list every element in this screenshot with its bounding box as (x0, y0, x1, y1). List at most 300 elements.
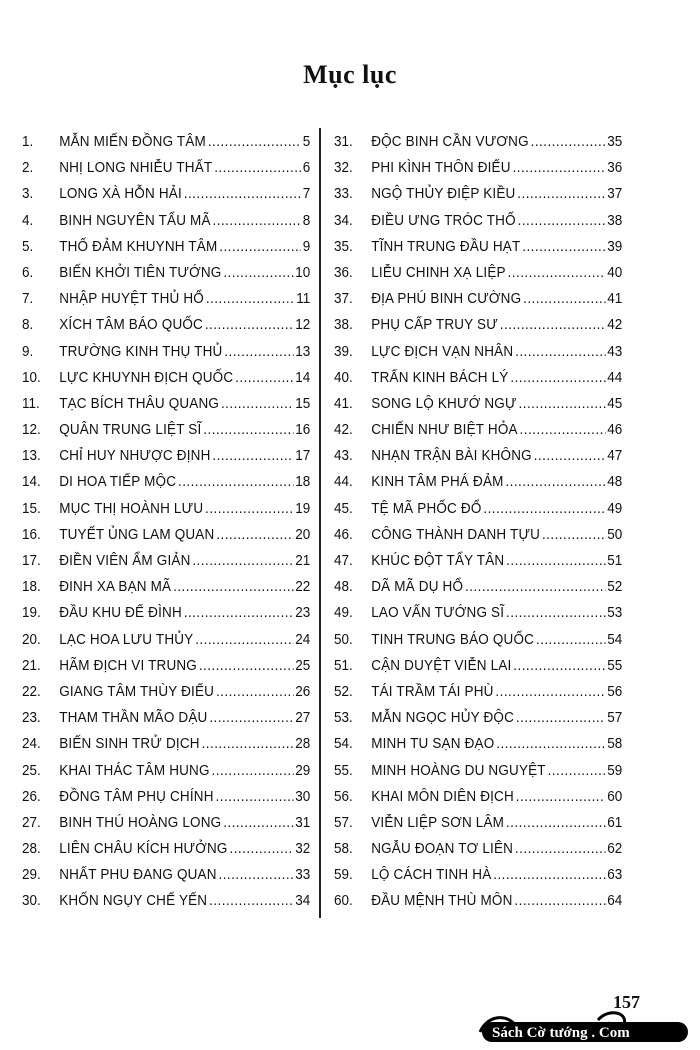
toc-entry-number: 45. (334, 500, 353, 517)
toc-entry-page: 53 (607, 605, 623, 622)
toc-entry-number: 49. (334, 605, 353, 622)
toc-entry-number: 8. (22, 317, 34, 334)
toc-entry (22, 893, 310, 919)
toc-entry-page: 55 (607, 657, 623, 674)
toc-entry (22, 265, 310, 291)
toc-entry-page: 34 (295, 893, 311, 910)
toc-leader-dots (216, 684, 293, 700)
toc-entry-title: ĐỊA PHÚ BINH CƯỜNG (371, 291, 522, 308)
toc-entry-title: SONG LỘ KHƯỚ NGỰ (371, 395, 517, 412)
toc-leader-dots (517, 186, 605, 202)
toc-entry-page: 44 (607, 369, 623, 386)
toc-entry-number: 15. (22, 500, 41, 517)
toc-entry-number: 52. (334, 683, 353, 700)
toc-entry-title: NGỘ THỦY ĐIỆP KIỀU (371, 186, 516, 203)
toc-entry-title: DI HOA TIẾP MỘC (59, 474, 177, 491)
toc-entry-title: TRƯỜNG KINH THỤ THỦ (59, 343, 223, 360)
toc-leader-dots (209, 710, 293, 726)
toc-entry-page: 60 (607, 788, 623, 805)
toc-entry-number: 37. (334, 291, 353, 308)
toc-right-column (334, 134, 622, 920)
toc-entry (22, 186, 310, 212)
toc-leader-dots (224, 344, 293, 360)
toc-leader-dots (508, 265, 606, 281)
toc-entry-title: TẠC BÍCH THÂU QUANG (59, 395, 220, 412)
toc-entry-number: 55. (334, 762, 353, 779)
toc-entry (334, 789, 622, 815)
toc-entry-page: 57 (607, 710, 623, 727)
svg-text:Sách Cờ tướng . Com: Sách Cờ tướng . Com (492, 1025, 630, 1041)
toc-entry (22, 553, 310, 579)
toc-entry-title: HÃM ĐỊCH VI TRUNG (59, 657, 197, 674)
toc-entry-page: 56 (607, 683, 623, 700)
toc-leader-dots (465, 579, 605, 595)
toc-leader-dots (178, 474, 293, 490)
toc-leader-dots (209, 893, 293, 909)
toc-leader-dots (519, 396, 606, 412)
toc-entry-number: 48. (334, 579, 353, 596)
toc-entry-number: 1. (22, 134, 34, 150)
toc-entry-number: 59. (334, 867, 353, 884)
toc-entry (334, 186, 622, 212)
toc-entry-page: 54 (607, 631, 623, 648)
toc-leader-dots (513, 658, 605, 674)
toc-entry-page: 41 (607, 291, 623, 308)
toc-leader-dots (213, 213, 301, 229)
toc-entry-page: 30 (295, 788, 311, 805)
toc-entry-number: 41. (334, 395, 353, 412)
toc-entry-page: 29 (295, 762, 311, 779)
toc-leader-dots (506, 605, 605, 621)
toc-entry-page: 63 (607, 867, 623, 884)
toc-entry-page: 17 (295, 448, 311, 465)
toc-entry-title: ĐỘC BINH CẦN VƯƠNG (371, 134, 529, 150)
toc-entry-title: GIANG TÂM THÙY ĐIẾU (59, 683, 215, 700)
toc-leader-dots (215, 789, 293, 805)
toc-leader-dots (184, 186, 301, 202)
toc-entry-page: 15 (295, 395, 311, 412)
toc-entry-page: 61 (607, 814, 623, 831)
toc-entry-title: LONG XÀ HỖN HẢI (59, 186, 182, 203)
toc-leader-dots (205, 317, 294, 333)
toc-entry-title: TÁI TRẦM TÁI PHÙ (371, 683, 494, 700)
toc-leader-dots (212, 763, 294, 779)
toc-entry-page: 36 (607, 160, 623, 177)
toc-entry-number: 50. (334, 631, 353, 648)
toc-entry-number: 36. (334, 264, 353, 281)
toc-entry-number: 22. (22, 683, 41, 700)
site-logo (478, 1010, 693, 1044)
toc-entry-page: 58 (607, 736, 623, 753)
toc-entry-page: 49 (607, 500, 623, 517)
toc-entry-title: KHÚC ĐỘT TẨY TÂN (371, 553, 505, 569)
toc-entry (22, 291, 310, 317)
toc-entry-number: 12. (22, 422, 41, 439)
toc-leader-dots (522, 239, 605, 255)
toc-entry-page: 21 (295, 553, 311, 569)
toc-entry-title: ĐIỀU ƯNG TRÓC THỐ (371, 212, 516, 229)
toc-entry-title: MẪN NGỌC HỦY ĐỘC (371, 710, 515, 727)
toc-leader-dots (221, 396, 293, 412)
toc-entry-number: 6. (22, 264, 34, 281)
toc-leader-dots (548, 763, 606, 779)
toc-entry (334, 239, 622, 265)
toc-entry-title: NHẤT PHU ĐANG QUAN (59, 867, 217, 884)
toc-entry-title: CÔNG THÀNH DANH TỰU (371, 526, 541, 543)
toc-entry-title: LIỄU CHINH XẠ LIỆP (371, 264, 506, 281)
toc-entry (334, 160, 622, 186)
toc-entry-number: 3. (22, 186, 34, 203)
toc-entry-title: LAO VẤN TƯỚNG SĨ (371, 605, 505, 622)
toc-entry-page: 32 (295, 841, 311, 858)
toc-leader-dots (184, 605, 294, 621)
toc-leader-dots (212, 448, 293, 464)
toc-entry-title: CHỈ HUY NHƯỢC ĐỊNH (59, 448, 211, 465)
toc-entry (334, 344, 622, 370)
toc-entry-number: 27. (22, 814, 41, 831)
toc-leader-dots (214, 160, 301, 176)
toc-entry-number: 20. (22, 631, 41, 648)
toc-entry-number: 24. (22, 736, 41, 753)
toc-entry-title: ĐINH XA BẠN MÃ (59, 579, 172, 596)
toc-entry (334, 710, 622, 736)
toc-entry (334, 579, 622, 605)
toc-entry (22, 396, 310, 422)
toc-entry-number: 25. (22, 762, 41, 779)
toc-entry-title: CHIẾN NHƯ BIỆT HỎA (371, 422, 518, 439)
toc-entry-page: 11 (296, 291, 311, 308)
toc-entry (22, 632, 310, 658)
toc-entry-page: 35 (607, 134, 623, 150)
toc-entry-page: 37 (607, 186, 623, 203)
toc-entry-number: 54. (334, 736, 353, 753)
toc-entry-page: 19 (295, 500, 311, 517)
toc-leader-dots (516, 789, 606, 805)
toc-entry-title: TUYẾT ỦNG LAM QUAN (59, 526, 215, 543)
toc-entry-title: LIÊN CHÂU KÍCH HƯỞNG (59, 841, 228, 858)
toc-entry-page: 6 (302, 160, 311, 177)
toc-leader-dots (216, 527, 293, 543)
toc-entry-page: 33 (295, 867, 311, 884)
toc-entry-number: 39. (334, 343, 353, 360)
toc-leader-dots (514, 893, 605, 909)
toc-entry-title: MINH HOÀNG DU NGUYỆT (371, 762, 546, 779)
toc-entry-page: 25 (295, 657, 311, 674)
toc-entry (334, 841, 622, 867)
toc-entry-page: 24 (295, 631, 311, 648)
toc-entry-number: 33. (334, 186, 353, 203)
page-title: Mục lục (303, 60, 397, 89)
toc-entry-title: TỆ MÃ PHỐC ĐỔ (371, 500, 482, 517)
toc-entry-page: 27 (295, 710, 311, 727)
toc-leader-dots (515, 344, 605, 360)
toc-leader-dots (495, 684, 605, 700)
toc-entry-title: NGẪU ĐOẠN TƠ LIÊN (371, 841, 514, 858)
toc-entry-page: 50 (607, 526, 623, 543)
toc-entry-title: MINH TU SẠN ĐẠO (371, 736, 495, 753)
toc-entry-title: VIỄN LIỆP SƠN LÂM (371, 814, 505, 831)
toc-leader-dots (500, 317, 606, 333)
toc-entry-page: 20 (295, 526, 311, 543)
toc-entry (334, 553, 622, 579)
toc-entry-title: KINH TÂM PHÁ ĐẢM (371, 474, 504, 491)
toc-entry-page: 39 (607, 238, 623, 255)
toc-entry-number: 29. (22, 867, 41, 884)
toc-entry (22, 710, 310, 736)
toc-entry-number: 17. (22, 553, 41, 569)
toc-leader-dots (208, 134, 301, 150)
toc-entry-number: 4. (22, 212, 34, 229)
toc-entry-title: MẪN MIẾN ĐỒNG TÂM (59, 134, 206, 150)
toc-entry-title: ĐỒNG TÂM PHỤ CHÍNH (59, 788, 214, 805)
toc-entry-title: ĐẦU MỆNH THÙ MÔN (371, 893, 513, 910)
toc-entry-number: 40. (334, 369, 353, 386)
toc-entry (334, 501, 622, 527)
toc-entry-title: MỤC THỊ HOÀNH LƯU (59, 500, 204, 517)
toc-entry-title: BINH THÚ HOÀNG LONG (59, 814, 222, 831)
toc-entry-title: BIẾN KHỞI TIÊN TƯỚNG (59, 264, 222, 281)
toc-entry-title: KHAI THÁC TÂM HUNG (59, 762, 210, 779)
toc-entry-page: 46 (607, 422, 623, 439)
toc-entry (334, 736, 622, 762)
toc-leader-dots (192, 553, 293, 569)
toc-leader-dots (229, 841, 293, 857)
toc-entry-number: 46. (334, 526, 353, 543)
toc-entry-number: 43. (334, 448, 353, 465)
toc-entry-title: TINH TRUNG BÁO QUỐC (371, 631, 535, 648)
toc-entry-title: NHỊ LONG NHIỄU THẤT (59, 160, 213, 177)
toc-entry (22, 789, 310, 815)
toc-entry-title: QUÂN TRUNG LIỆT SĨ (59, 422, 202, 439)
toc-entry-page: 5 (302, 134, 311, 150)
toc-leader-dots (203, 422, 293, 438)
toc-entry-number: 32. (334, 160, 353, 177)
toc-entry (22, 160, 310, 186)
toc-leader-dots (223, 265, 293, 281)
toc-leader-dots (483, 501, 605, 517)
toc-leader-dots (219, 867, 294, 883)
toc-entry-number: 47. (334, 553, 353, 569)
column-divider (319, 128, 321, 918)
toc-leader-dots (195, 632, 293, 648)
toc-entry-page: 9 (302, 238, 311, 255)
toc-entry (22, 344, 310, 370)
toc-entry-number: 56. (334, 788, 353, 805)
toc-entry-page: 28 (295, 736, 311, 753)
toc-entry (334, 474, 622, 500)
toc-entry-title: KHỐN NGỤY CHẾ YẾN (59, 893, 208, 910)
toc-entry-number: 16. (22, 526, 41, 543)
toc-entry-page: 13 (295, 343, 311, 360)
toc-entry (22, 605, 310, 631)
toc-leader-dots (493, 867, 605, 883)
toc-leader-dots (505, 474, 605, 490)
toc-entry (334, 213, 622, 239)
toc-entry (334, 317, 622, 343)
toc-entry-page: 48 (607, 474, 623, 491)
toc-entry (22, 239, 310, 265)
toc-entry-page: 10 (295, 264, 311, 281)
toc-entry (334, 605, 622, 631)
toc-entry (22, 422, 310, 448)
toc-entry-number: 5. (22, 238, 34, 255)
toc-entry-title: LỘ CÁCH TINH HÀ (371, 867, 492, 884)
toc-entry-title: LỰC ĐỊCH VẠN NHÂN (371, 343, 514, 360)
toc-entry (22, 736, 310, 762)
toc-entry (22, 501, 310, 527)
toc-leader-dots (534, 448, 606, 464)
toc-entry-page: 16 (295, 422, 311, 439)
toc-entry-title: BINH NGUYÊN TẨU MÃ (59, 212, 211, 229)
toc-entry-page: 47 (607, 448, 623, 465)
toc-entry-number: 38. (334, 317, 353, 334)
toc-entry (22, 448, 310, 474)
toc-leader-dots (235, 370, 293, 386)
toc-entry-title: NHẠN TRẬN BÀI KHÔNG (371, 448, 532, 465)
toc-entry-title: TRẤN KINH BÁCH LÝ (371, 369, 509, 386)
toc-entry (334, 658, 622, 684)
toc-entry-page: 52 (607, 579, 623, 596)
toc-leader-dots (506, 815, 605, 831)
toc-leader-dots (506, 553, 605, 569)
toc-entry-number: 30. (22, 893, 41, 910)
toc-entry-title: TĨNH TRUNG ĐẦU HẠT (371, 238, 521, 255)
toc-entry-page: 51 (607, 553, 623, 569)
toc-entry-number: 34. (334, 212, 353, 229)
toc-entry (334, 396, 622, 422)
toc-leader-dots (219, 239, 301, 255)
toc-entry-number: 60. (334, 893, 353, 910)
toc-leader-dots (523, 291, 605, 307)
toc-leader-dots (496, 736, 605, 752)
toc-entry (334, 527, 622, 553)
toc-entry-page: 23 (295, 605, 311, 622)
toc-entry-page: 14 (295, 369, 311, 386)
toc-entry (334, 867, 622, 893)
toc-leader-dots (205, 501, 293, 517)
toc-entry-number: 31. (334, 134, 353, 150)
toc-entry-title: LỰC KHUYNH ĐỊCH QUỐC (59, 369, 234, 386)
toc-entry-number: 23. (22, 710, 41, 727)
toc-leader-dots (531, 134, 606, 150)
toc-entry (334, 291, 622, 317)
toc-entry-page: 12 (295, 317, 311, 334)
toc-entry-page: 45 (607, 395, 623, 412)
toc-entry (334, 815, 622, 841)
toc-entry (22, 867, 310, 893)
toc-entry (334, 448, 622, 474)
toc-entry-number: 9. (22, 343, 34, 360)
toc-entry-page: 42 (607, 317, 623, 334)
toc-entry-title: ĐIỀN VIÊN ẨM GIẢN (59, 553, 191, 569)
toc-leader-dots (542, 527, 605, 543)
toc-entry (22, 317, 310, 343)
toc-entry-number: 57. (334, 814, 353, 831)
toc-entry-title: THAM THẦN MÃO DẬU (59, 710, 208, 727)
toc-entry-page: 22 (295, 579, 311, 596)
toc-leader-dots (223, 815, 293, 831)
toc-entry (22, 763, 310, 789)
toc-entry (334, 422, 622, 448)
toc-entry-number: 35. (334, 238, 353, 255)
toc-entry (22, 370, 310, 396)
toc-entry-page: 40 (607, 264, 623, 281)
toc-leader-dots (515, 841, 606, 857)
toc-entry-page: 64 (607, 893, 623, 910)
toc-entry-number: 10. (22, 369, 41, 386)
toc-entry-number: 51. (334, 657, 353, 674)
toc-entry-title: LẠC HOA LƯU THỦY (59, 631, 194, 648)
toc-entry (334, 763, 622, 789)
toc-leader-dots (173, 579, 293, 595)
toc-entry-title: NHẬP HUYỆT THỦ HỔ (59, 291, 204, 308)
toc-entry-page: 38 (607, 212, 623, 229)
toc-entry (22, 134, 310, 160)
toc-entry (22, 815, 310, 841)
page-number: 157 (613, 992, 640, 1012)
toc-entry (334, 893, 622, 919)
toc-entry (22, 658, 310, 684)
toc-entry-title: PHI KÌNH THÔN ĐIẾU (371, 160, 511, 177)
toc-entry (22, 841, 310, 867)
toc-leader-dots (536, 632, 606, 648)
toc-entry-page: 7 (302, 186, 311, 203)
toc-entry (334, 632, 622, 658)
toc-entry (334, 265, 622, 291)
toc-entry-page: 43 (607, 343, 623, 360)
toc-entry-title: XÍCH TÂM BÁO QUỐC (59, 317, 203, 334)
toc-entry-page: 31 (295, 814, 311, 831)
toc-entry (22, 579, 310, 605)
toc-entry (22, 684, 310, 710)
toc-entry-number: 7. (22, 291, 34, 308)
toc-entry-number: 2. (22, 160, 34, 177)
toc-leader-dots (518, 213, 606, 229)
swirl-logo-icon (478, 1010, 693, 1044)
toc-entry-number: 14. (22, 474, 41, 491)
toc-entry-page: 26 (295, 683, 311, 700)
toc-entry-number: 13. (22, 448, 41, 465)
toc-entry-number: 18. (22, 579, 41, 596)
toc-entry-page: 59 (607, 762, 623, 779)
toc-entry-title: DÃ MÃ DỤ HỔ (371, 579, 464, 596)
toc-entry-number: 26. (22, 788, 41, 805)
toc-entry-title: KHAI MÔN DIÊN ĐỊCH (371, 788, 514, 805)
toc-leader-dots (520, 422, 606, 438)
toc-leader-dots (199, 658, 294, 674)
toc-entry (334, 134, 622, 160)
toc-entry-title: ĐẦU KHU ĐẾ ĐÌNH (59, 605, 182, 622)
toc-entry-number: 28. (22, 841, 41, 858)
toc-entry-number: 53. (334, 710, 353, 727)
toc-entry-number: 58. (334, 841, 353, 858)
toc-left-column (22, 134, 310, 920)
toc-entry-number: 21. (22, 657, 41, 674)
toc-entry-page: 8 (302, 212, 311, 229)
toc-leader-dots (206, 291, 295, 307)
toc-leader-dots (510, 370, 605, 386)
toc-entry (334, 370, 622, 396)
toc-entry (22, 474, 310, 500)
toc-leader-dots (513, 160, 606, 176)
toc-entry-page: 62 (607, 841, 623, 858)
toc-entry-number: 42. (334, 422, 353, 439)
toc-entry-title: BIẾN SINH TRỬ DỊCH (59, 736, 200, 753)
toc-entry (334, 684, 622, 710)
toc-entry-number: 11. (22, 395, 40, 412)
toc-entry (22, 527, 310, 553)
toc-leader-dots (516, 710, 606, 726)
